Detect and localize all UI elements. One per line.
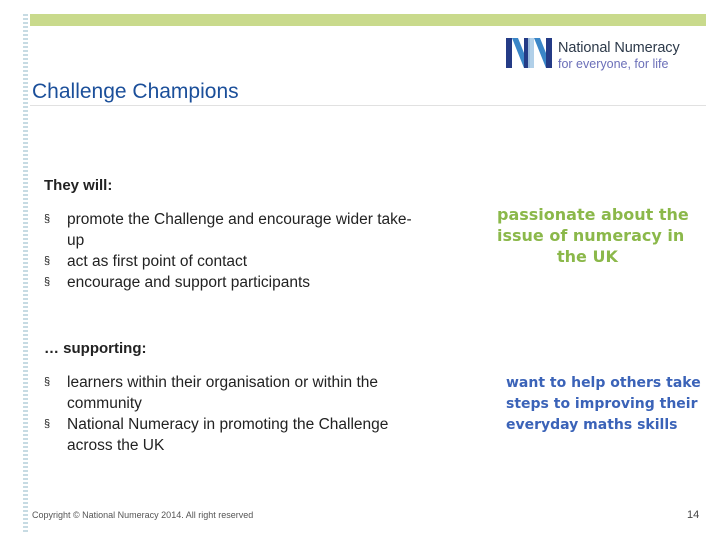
left-dotted-rule (23, 14, 28, 534)
bullet-marker: § (44, 255, 51, 267)
bullet-marker: § (44, 376, 51, 388)
bullet-text-cont: community (67, 395, 142, 412)
section2-bullet-list (44, 372, 474, 456)
copyright-footer: Copyright © National Numeracy 2014. All right reserved (32, 510, 254, 520)
bullet-marker: § (44, 418, 51, 430)
section1-bullet-list (44, 209, 474, 293)
top-accent-bar (30, 14, 706, 26)
logo-tagline: for everyone, for life (558, 57, 669, 71)
bullet-text: encourage and support participants (67, 274, 310, 291)
list-item (44, 414, 474, 456)
national-numeracy-logo (506, 36, 706, 72)
title-divider (30, 105, 706, 106)
bullet-text: act as first point of contact (67, 253, 248, 270)
list-item (44, 209, 474, 251)
green-handwritten-callout (497, 204, 697, 267)
callout-line: the UK (557, 247, 618, 266)
list-item (44, 272, 474, 293)
blue-handwritten-callout (506, 373, 716, 436)
callout-line: everyday maths skills (506, 417, 678, 433)
section2-heading: … supporting: (44, 340, 147, 357)
bullet-text-cont: up (67, 232, 85, 249)
page-title: Challenge Champions (32, 80, 239, 103)
callout-line: issue of numeracy in (497, 226, 685, 245)
list-item (44, 372, 474, 414)
callout-line: want to help others take (506, 375, 701, 391)
section1-heading: They will: (44, 177, 113, 194)
callout-line: passionate about the (497, 205, 689, 224)
bullet-text: National Numeracy in promoting the Challenge (67, 416, 389, 433)
bullet-text-cont: across the UK (67, 437, 165, 454)
logo-name: National Numeracy (558, 40, 680, 56)
page-number: 14 (687, 509, 700, 521)
bullet-text: learners within their organisation or within the (67, 374, 379, 391)
nn-logo-icon (506, 36, 552, 70)
bullet-text: promote the Challenge and encourage wider take- (67, 211, 412, 228)
callout-line: steps to improving their (506, 396, 698, 412)
list-item (44, 251, 474, 272)
bullet-marker: § (44, 213, 51, 225)
bullet-marker: § (44, 276, 51, 288)
